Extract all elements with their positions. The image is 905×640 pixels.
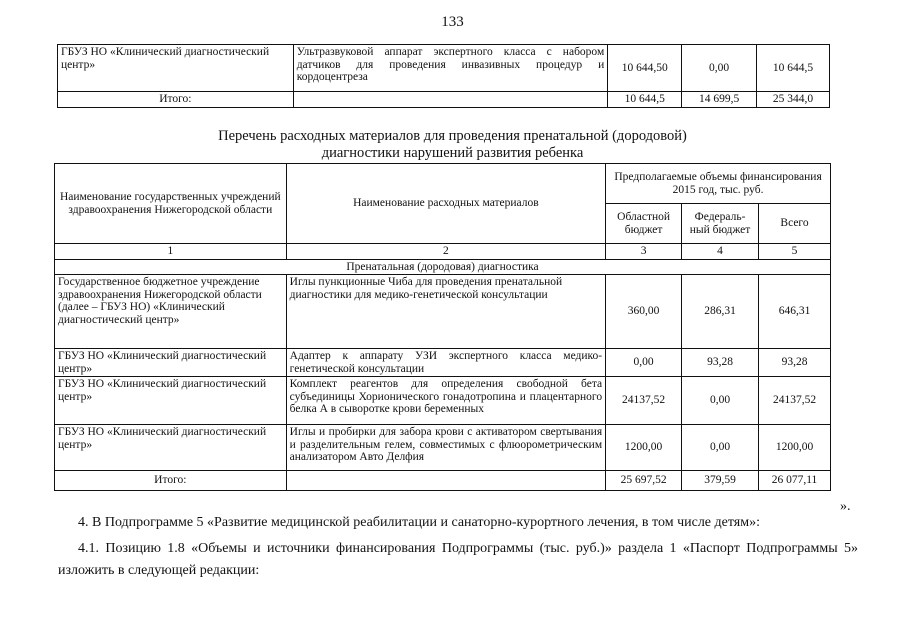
col-number: 2 (286, 244, 605, 260)
material-cell: Комплект реагентов для определения свободной бета субъединицы Хорионического гонадотропина и плацентарного белка А в сыворотке крови беременных (286, 377, 605, 425)
empty-cell (286, 471, 605, 491)
total-row (55, 471, 831, 491)
col-number: 3 (606, 244, 682, 260)
list-title: Перечень расходных материалов для проведения пренатальной (дородовой) диагностики нарушений развития ребенка (218, 128, 687, 161)
material-cell: Адаптер к аппарату УЗИ экспертного класса медико-генетической консультации (286, 349, 605, 377)
header-federal: Федераль-ный бюджет (682, 204, 759, 244)
header-funding-group: Предполагаемые объемы финансирования 2015 год, тыс. руб. (606, 164, 831, 204)
main-table (54, 163, 831, 491)
total-cell: 10 644,5 (757, 45, 830, 92)
regional-cell: 10 644,50 (608, 45, 682, 92)
total-label: Итого: (58, 92, 294, 108)
material-cell: Ультразвуковой аппарат экспертного класса с набором датчиков для проведения инвазивных процедур и кордоцентреза (293, 45, 608, 92)
total-cell: 24137,52 (759, 377, 831, 425)
col-number: 5 (759, 244, 831, 260)
total-cell: 1200,00 (759, 425, 831, 471)
total-label: Итого: (55, 471, 287, 491)
total-total: 26 077,11 (759, 471, 831, 491)
institution-cell: Государственное бюджетное учреждение здравоохранения Нижегородской области (далее – ГБУЗ НО) «Клинический диагностический центр» (55, 275, 287, 349)
total-row (58, 92, 830, 108)
paragraph-4-1: 4.1. Позицию 1.8 «Объемы и источники финансирования Подпрограммы (тыс. руб.)» раздела 1 «Паспорт Подпрограммы 5» изложить в следующей редакции: (58, 541, 858, 578)
table-row (55, 425, 831, 471)
header-row (55, 164, 831, 204)
header-regional: Областной бюджет (606, 204, 682, 244)
total-federal: 14 699,5 (682, 92, 757, 108)
table-row (55, 349, 831, 377)
empty-cell (293, 92, 608, 108)
section-row (55, 259, 831, 275)
table-row (55, 377, 831, 425)
total-regional: 25 697,52 (606, 471, 682, 491)
regional-cell: 24137,52 (606, 377, 682, 425)
column-numbers-row (55, 244, 831, 260)
total-regional: 10 644,5 (608, 92, 682, 108)
col-number: 4 (682, 244, 759, 260)
total-total: 25 344,0 (757, 92, 830, 108)
total-cell: 93,28 (759, 349, 831, 377)
top-table (57, 44, 830, 108)
federal-cell: 286,31 (682, 275, 759, 349)
federal-cell: 0,00 (682, 45, 757, 92)
regional-cell: 1200,00 (606, 425, 682, 471)
header-total: Всего (759, 204, 831, 244)
federal-cell: 0,00 (682, 377, 759, 425)
table-row (55, 275, 831, 349)
closing-quote: ». (840, 499, 851, 514)
header-material: Наименование расходных материалов (286, 164, 605, 244)
page-number: 133 (441, 14, 464, 30)
paragraph-4: 4. В Подпрограмме 5 «Развитие медицинской реабилитации и санаторно-курортного лечения, в том числе детям»: (78, 515, 760, 530)
material-cell: Иглы пункционные Чиба для проведения пренатальной диагностики для медико-генетической консультации (286, 275, 605, 349)
material-cell: Иглы и пробирки для забора крови с активатором свертывания и разделительным гелем, совместимых с флюорометрическим анализатором Авто Делфия (286, 425, 605, 471)
federal-cell: 93,28 (682, 349, 759, 377)
col-number: 1 (55, 244, 287, 260)
federal-cell: 0,00 (682, 425, 759, 471)
header-institution: Наименование государственных учреждений здравоохранения Нижегородской области (55, 164, 287, 244)
total-cell: 646,31 (759, 275, 831, 349)
table-row (58, 45, 830, 92)
institution-cell: ГБУЗ НО «Клинический диагностический центр» (55, 425, 287, 471)
institution-cell: ГБУЗ НО «Клинический диагностический центр» (55, 377, 287, 425)
total-federal: 379,59 (682, 471, 759, 491)
regional-cell: 0,00 (606, 349, 682, 377)
regional-cell: 360,00 (606, 275, 682, 349)
institution-cell: ГБУЗ НО «Клинический диагностический центр» (58, 45, 294, 92)
section-title: Пренатальная (дородовая) диагностика (55, 259, 831, 275)
institution-cell: ГБУЗ НО «Клинический диагностический центр» (55, 349, 287, 377)
